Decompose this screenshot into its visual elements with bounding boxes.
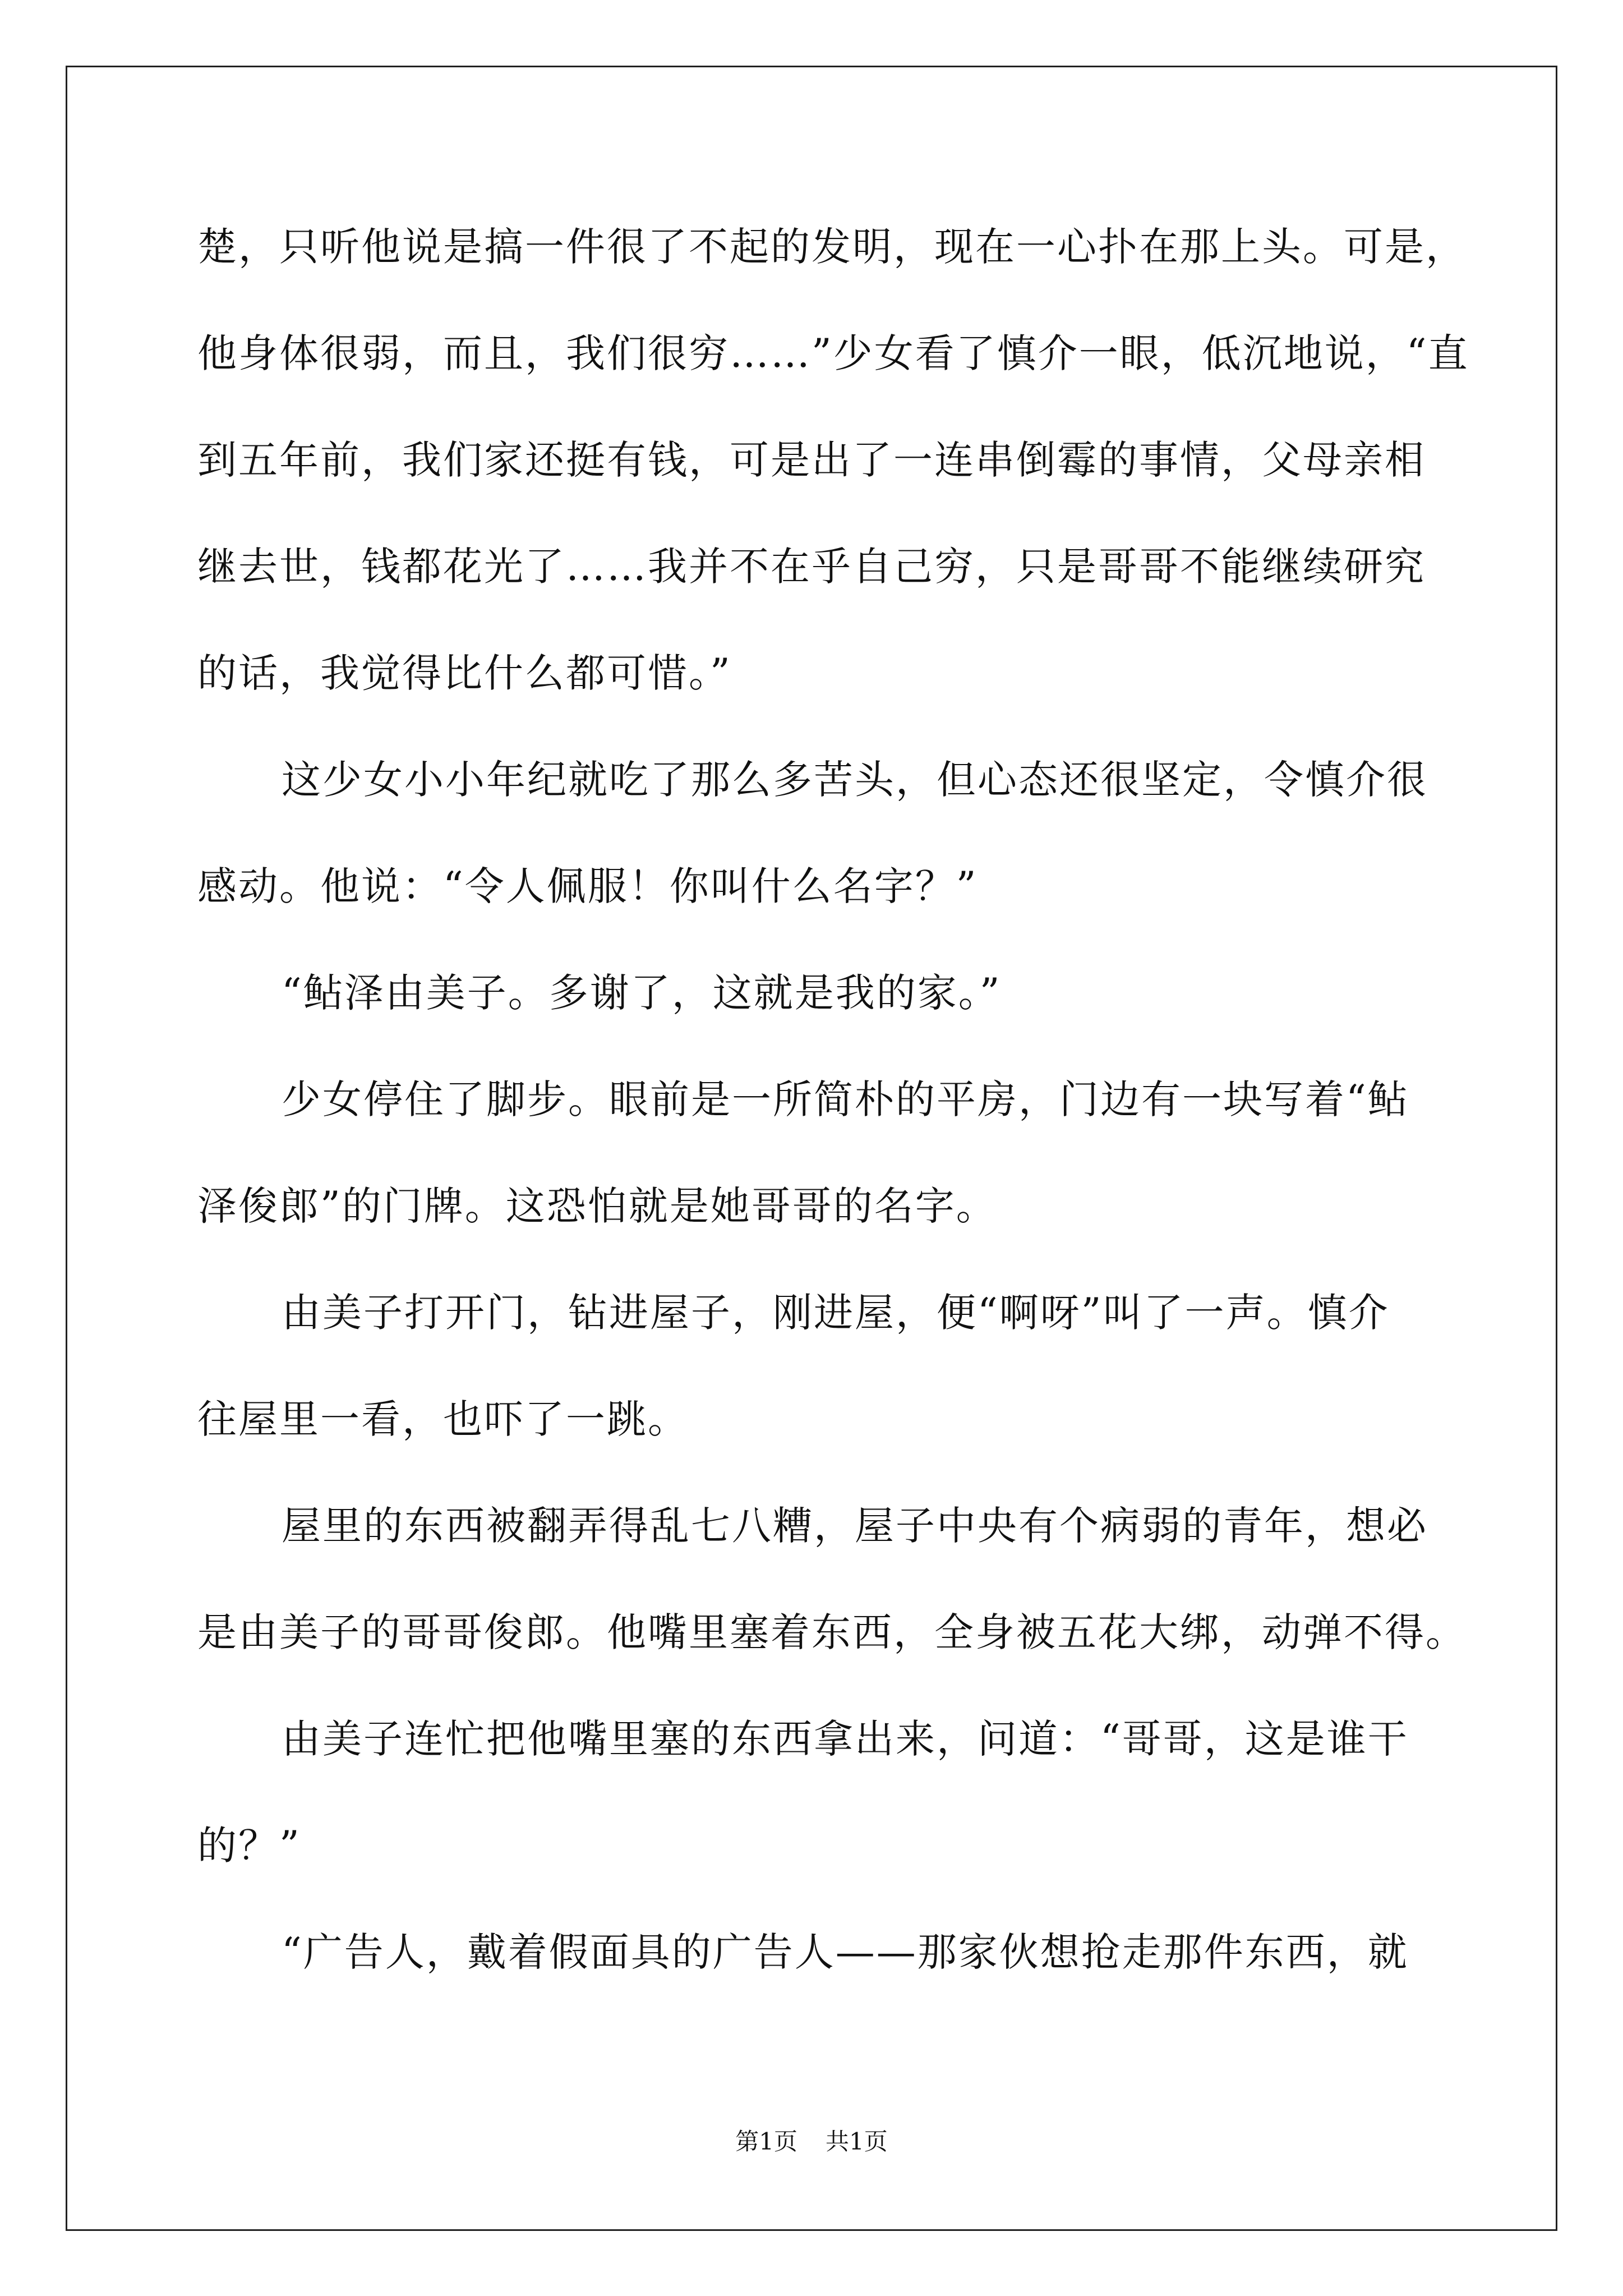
text-line: 由美子打开门，钻进屋子，刚进屋，便“啊呀”叫了一声。慎介	[282, 1290, 1390, 1336]
text-line: “广告人，戴着假面具的广告人——那家伙想抢走那件东西，就	[282, 1929, 1409, 1975]
text-line: 少女停住了脚步。眼前是一所简朴的平房，门边有一块写着“鲇	[282, 1076, 1409, 1122]
text-line: 是由美子的哥哥俊郎。他嘴里塞着东西，全身被五花大绑，动弹不得。	[197, 1609, 1467, 1655]
text-line: 由美子连忙把他嘴里塞的东西拿出来，问道：“哥哥，这是谁干	[282, 1716, 1409, 1762]
text-line: 的？”	[197, 1823, 301, 1869]
text-line: 泽俊郎”的门牌。这恐怕就是她哥哥的名字。	[197, 1183, 997, 1229]
text-line: “鲇泽由美子。多谢了，这就是我的家。”	[282, 970, 1002, 1016]
text-line: 屋里的东西被翻弄得乱七八糟，屋子中央有个病弱的青年，想必	[282, 1503, 1428, 1549]
page-number: 第1页	[735, 2128, 797, 2155]
text-line: 到五年前，我们家还挺有钱，可是出了一连串倒霉的事情，父母亲相	[197, 437, 1426, 483]
text-line: 往屋里一看，也吓了一跳。	[197, 1396, 689, 1442]
page-footer	[0, 2123, 1623, 2157]
document-body	[197, 194, 1469, 2005]
text-line: 继去世，钱都花光了……我并不在乎自己穷，只是哥哥不能继续研究	[197, 544, 1426, 590]
text-line: 的话，我觉得比什么都可惜。”	[197, 650, 732, 696]
text-line: 楚，只听他说是搞一件很了不起的发明，现在一心扑在那上头。可是，	[197, 224, 1467, 270]
text-line: 这少女小小年纪就吃了那么多苦头，但心态还很坚定，令慎介很	[282, 757, 1428, 803]
page-total: 共1页	[826, 2128, 888, 2155]
text-line: 他身体很弱，而且，我们很穷……”少女看了慎介一眼，低沉地说，“直	[197, 330, 1469, 376]
text-line: 感动。他说：“令人佩服！你叫什么名字？”	[197, 863, 978, 909]
